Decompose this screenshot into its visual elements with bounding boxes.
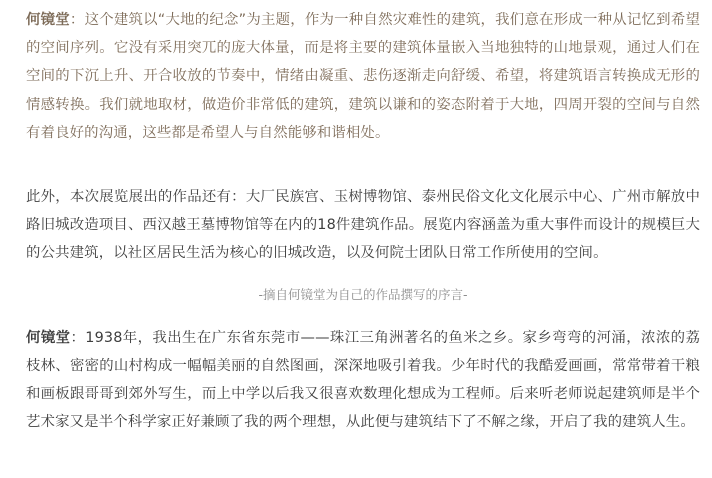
intro-paragraph [26,6,700,147]
bio-text: 1938年，我出生在广东省东莞市——珠江三角洲著名的鱼米之乡。家乡弯弯的河涌，浓浓的荔枝林、密密的山村构成一幅幅美丽的自然图画，深深地吸引着我。少年时代的我酷爱画画，常常带着干粮和画板跟哥哥到郊外写生，而上中学以后我又很喜欢数理化想成为工程师。后来听老师说起建筑师是半个艺术家又是半个科学家正好兼顾了我的两个理想，从此便与建筑结下了不解之缘，开启了我的建筑人生。 [26,329,701,431]
bio-paragraph [26,324,700,437]
intro-text: 这个建筑以“大地的纪念”为主题，作为一种自然灾难性的建筑，我们意在形成一种从记忆到希望的空间序列。它没有采用突兀的庞大体量，而是将主要的建筑体量嵌入当地独特的山地景观，通过人们在空间的下沉上升、开合收放的节奏中，情绪由凝重、悲伤逐渐走向舒缓、希望，将建筑语言转换成无形的情感转换。我们就地取材，做造价非常低的建筑，建筑以谦和的姿态附着于大地，四周开裂的空间与自然有着良好的沟通，这些都是希望人与自然能够和谐相处。 [26,12,700,141]
speaker-separator: ： [69,12,85,28]
exhibition-paragraph: 此外，本次展览展出的作品还有：大厂民族宫、玉树博物馆、泰州民俗文化文化展示中心、广州市解放中路旧城改造项目、西汉越王墓博物馆等在内的18件建筑作品。展览内容涵盖为重大事件而设计的规模巨大的公共建筑，以社区居民生活为核心的旧城改造，以及何院士团队日常工作所使用的空间。 [26,189,700,262]
speaker-separator: ： [70,329,86,346]
preface-caption: -摘自何镜堂为自己的作品撰写的序言- [258,286,468,302]
speaker-name: 何镜堂 [26,329,71,346]
article-body [26,6,700,436]
speaker-name: 何镜堂 [26,12,70,28]
